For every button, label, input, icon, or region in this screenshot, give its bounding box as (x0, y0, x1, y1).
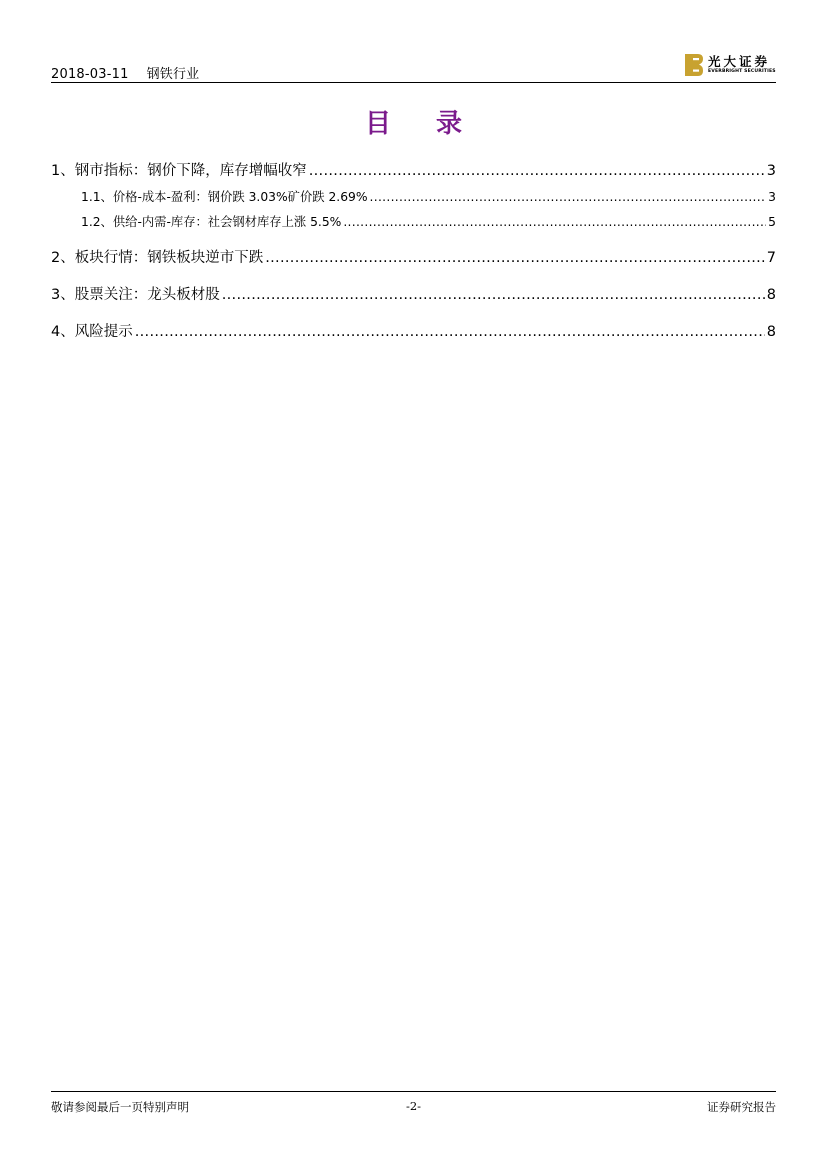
logo-mark-icon (684, 53, 704, 77)
toc-entry-1[interactable] (51, 159, 776, 180)
page-header (51, 52, 776, 83)
toc-entry-1-1[interactable] (81, 187, 776, 205)
toc-entry-number: 1、 (51, 163, 75, 179)
disclaimer-note: 敬请参阅最后一页特别声明 (51, 1100, 189, 1114)
toc-entry-page: 7 (766, 250, 776, 266)
toc-entry-1-2[interactable] (81, 212, 776, 230)
toc-entry-text: 股票关注：龙头板材股 (74, 287, 220, 303)
toc-entry-page: 8 (766, 324, 776, 340)
toc-entry-text: 风险提示 (74, 324, 133, 340)
logo-subtitle: EVERBRIGHT SECURITIES (708, 69, 776, 74)
toc-entry-text: 板块行情：钢铁板块逆市下跌 (74, 250, 264, 266)
toc-entry-text: 价格-成本-盈利：钢价跌 3.03%矿价跌 2.69% (112, 190, 368, 204)
dot-leader (265, 250, 765, 266)
dot-leader (222, 287, 765, 303)
header-info (51, 63, 199, 82)
dot-leader (343, 215, 766, 229)
dot-leader (135, 324, 765, 340)
report-type: 证券研究报告 (707, 1100, 776, 1114)
toc-entry-number: 3、 (51, 287, 75, 303)
toc-title: 目 录 (364, 109, 481, 139)
toc-entry-page: 5 (768, 215, 776, 229)
industry-label: 钢铁行业 (146, 67, 200, 82)
logo-name: 光大证券 (708, 54, 771, 69)
toc-entry-page: 3 (768, 190, 776, 204)
toc-entry-page: 3 (766, 163, 776, 179)
toc-entry-text: 钢市指标：钢价下降，库存增幅收窄 (74, 163, 307, 179)
dot-leader (370, 190, 767, 204)
toc-entry-3[interactable] (51, 283, 776, 304)
toc-entry-text: 供给-内需-库存：社会钢材库存上涨 5.5% (112, 215, 342, 229)
page-number: -2- (405, 1099, 422, 1113)
toc-entry-number: 1.2、 (81, 215, 113, 229)
page-footer (51, 1091, 776, 1116)
toc-entry-4[interactable] (51, 320, 776, 341)
toc-entry-2[interactable] (51, 246, 776, 267)
toc-entry-number: 2、 (51, 250, 75, 266)
toc-entry-number: 1.1、 (81, 190, 113, 204)
dot-leader (309, 163, 765, 179)
company-logo (684, 52, 776, 78)
report-date: 2018-03-11 (51, 67, 129, 82)
toc-entry-page: 8 (766, 287, 776, 303)
toc-entry-number: 4、 (51, 324, 75, 340)
